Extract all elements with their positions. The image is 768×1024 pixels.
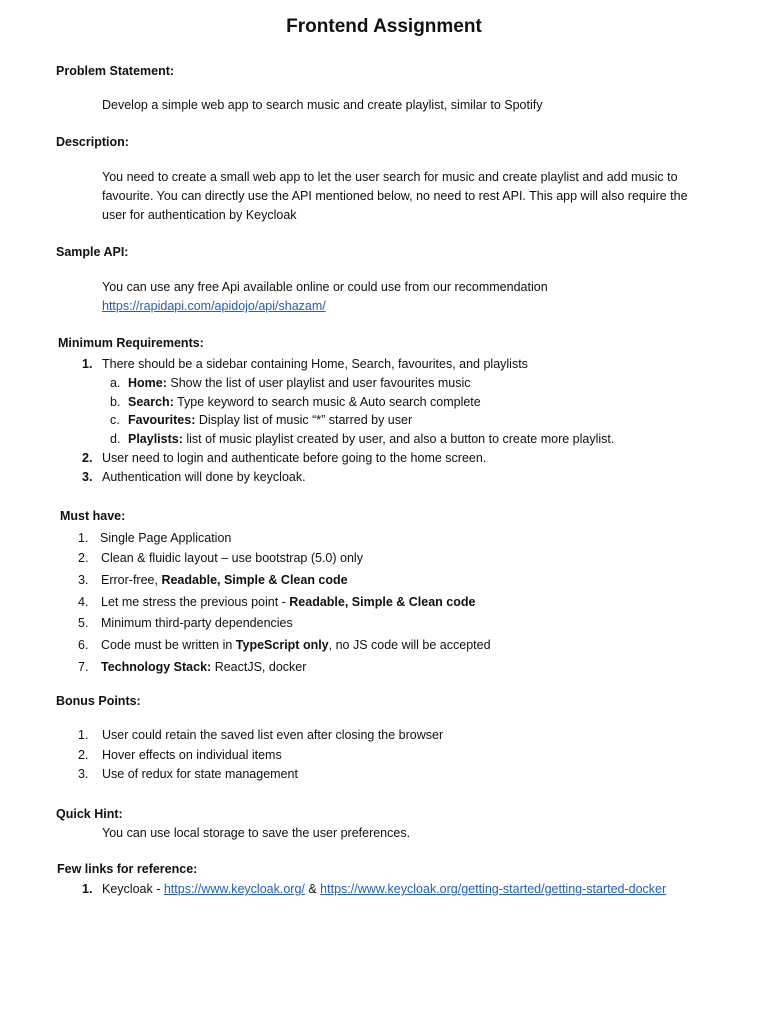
must-item-5: Minimum third-party dependencies [101, 616, 293, 630]
min-subitem-d-letter: d. [110, 432, 121, 446]
must-item-1-number: 1. [78, 531, 89, 545]
bonus-points-heading: Bonus Points: [56, 694, 141, 708]
must-item-6-number: 6. [78, 638, 89, 652]
must-item-4: Let me stress the previous point - Readable, Simple & Clean code [101, 595, 476, 609]
links-item-1-number: 1. [82, 882, 93, 896]
must-item-7-number: 7. [78, 660, 89, 674]
description-heading: Description: [56, 135, 129, 149]
bonus-item-3-text: Use of redux for state management [102, 767, 298, 781]
quick-hint-heading: Quick Hint: [56, 807, 123, 821]
min-subitem-b-letter: b. [110, 395, 121, 409]
min-item-2-text: User need to login and authenticate before going to the home screen. [102, 451, 487, 465]
page-title: Frontend Assignment [286, 16, 482, 37]
bonus-item-1-text: User could retain the saved list even after closing the browser [102, 728, 444, 742]
links-ampersand: & [304, 882, 321, 896]
must-item-3-number: 3. [78, 573, 89, 587]
min-item-2-number: 2. [82, 451, 93, 465]
links-item-1 [102, 882, 666, 896]
min-item-3-text: Authentication will done by keycloak. [102, 470, 306, 484]
keycloak-docker-link[interactable]: https://www.keycloak.org/getting-started/getting-started-docker [320, 882, 667, 896]
min-item-1-text: There should be a sidebar containing Home, Search, favourites, and playlists [102, 357, 528, 371]
min-subitem-a: Home: Show the list of user playlist and user favourites music [128, 376, 471, 390]
bonus-item-2-text: Hover effects on individual items [102, 748, 282, 762]
min-subitem-c-letter: c. [110, 413, 120, 427]
sample-api-link[interactable]: https://rapidapi.com/apidojo/api/shazam/ [102, 299, 326, 313]
description-line-3: user for authentication by Keycloak [102, 208, 297, 222]
bonus-item-3-number: 3. [78, 767, 89, 781]
must-have-heading: Must have: [60, 509, 126, 523]
quick-hint-text: You can use local storage to save the user preferences. [102, 826, 411, 840]
keycloak-label: Keycloak - [102, 882, 164, 896]
bonus-item-1-number: 1. [78, 728, 89, 742]
min-subitem-c: Favourites: Display list of music “*” starred by user [128, 413, 413, 427]
must-item-5-number: 5. [78, 616, 89, 630]
minimum-requirements-heading: Minimum Requirements: [58, 336, 204, 350]
must-item-1: Single Page Application [100, 531, 232, 545]
sample-api-text: You can use any free Api available online or could use from our recommendation [102, 280, 548, 294]
min-subitem-d: Playlists: list of music playlist created by user, and also a button to create more playlist. [128, 432, 615, 446]
bonus-item-2-number: 2. [78, 748, 89, 762]
must-item-3: Error-free, Readable, Simple & Clean code [101, 573, 348, 587]
keycloak-home-link[interactable]: https://www.keycloak.org/ [163, 882, 305, 896]
min-item-3-number: 3. [82, 470, 93, 484]
must-item-2: Clean & fluidic layout – use bootstrap (5.0) only [101, 551, 363, 565]
must-item-2-number: 2. [78, 551, 89, 565]
problem-statement-text: Develop a simple web app to search music and create playlist, similar to Spotify [102, 98, 543, 112]
problem-statement-heading: Problem Statement: [56, 64, 175, 78]
description-line-1: You need to create a small web app to let the user search for music and create playlist and add music to [102, 170, 678, 184]
sample-api-heading: Sample API: [56, 245, 129, 259]
must-item-4-number: 4. [78, 595, 89, 609]
min-subitem-a-letter: a. [110, 376, 121, 390]
must-item-7: Technology Stack: ReactJS, docker [101, 660, 307, 674]
min-item-1-number: 1. [82, 357, 93, 371]
description-line-2: favourite. You can directly use the API mentioned below, no need to rest API. This app will also require the [102, 189, 688, 203]
must-item-6: Code must be written in TypeScript only, no JS code will be accepted [101, 638, 491, 652]
min-subitem-b: Search: Type keyword to search music & Auto search complete [128, 395, 481, 409]
links-heading: Few links for reference: [57, 862, 198, 876]
